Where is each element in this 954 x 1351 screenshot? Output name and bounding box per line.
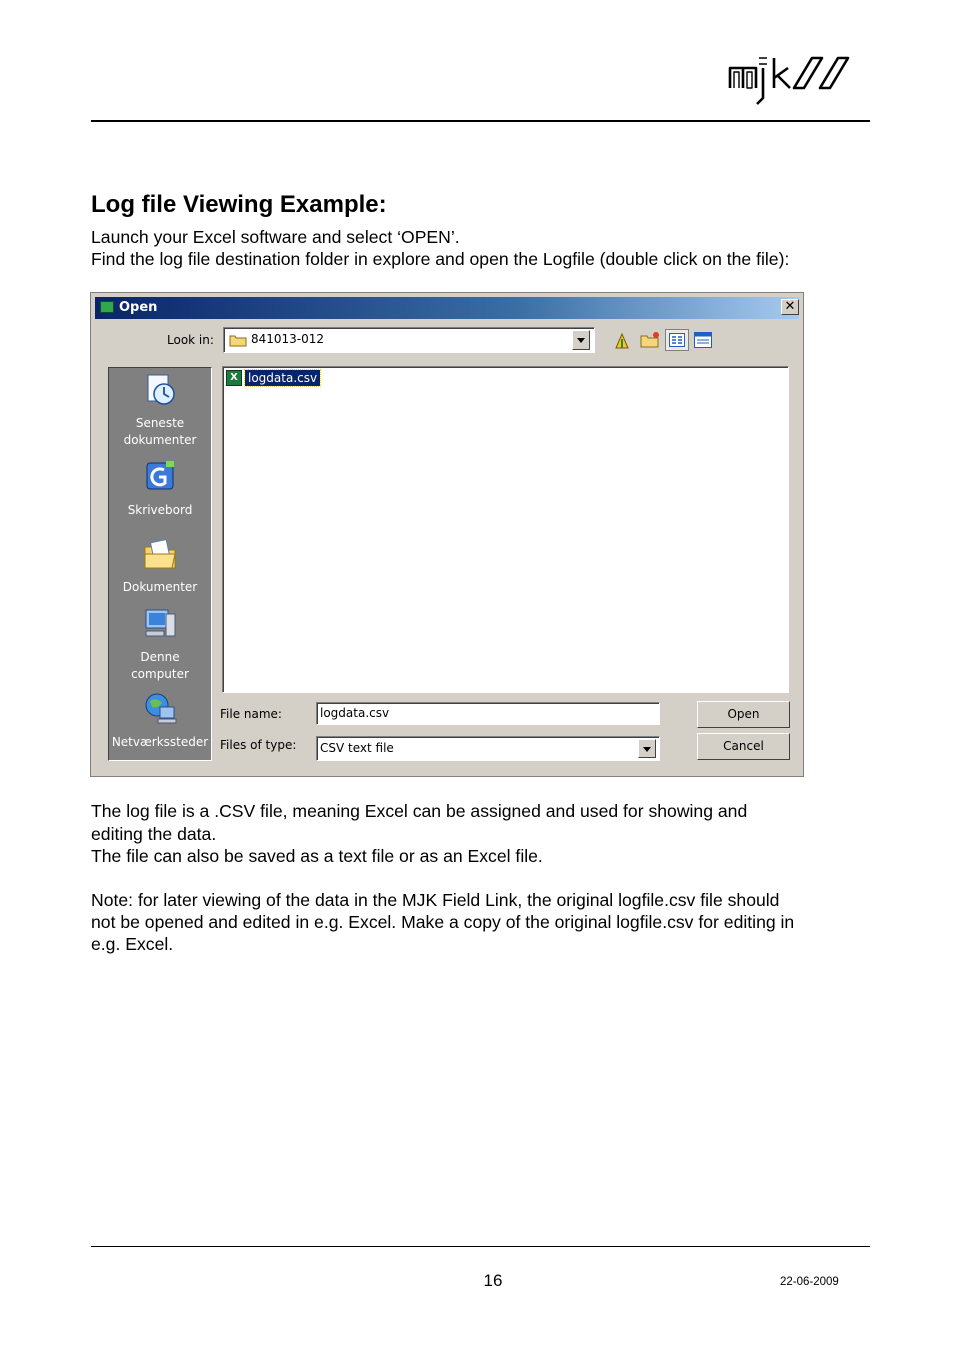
cancel-button[interactable]: Cancel bbox=[697, 733, 790, 760]
page-number: 16 bbox=[483, 1271, 503, 1290]
place-label: Netværkssteder bbox=[111, 735, 209, 749]
chevron-down-icon bbox=[577, 338, 585, 343]
look-in-dropdown-button[interactable] bbox=[572, 330, 590, 350]
file-name-label: File name: bbox=[220, 707, 282, 721]
desktop-icon bbox=[142, 459, 178, 495]
chevron-down-icon bbox=[643, 747, 651, 752]
place-documents[interactable] bbox=[109, 536, 211, 596]
look-in-value: 841013-012 bbox=[251, 332, 325, 346]
views-button[interactable] bbox=[665, 329, 689, 351]
place-label: Dokumenter bbox=[122, 580, 198, 594]
new-folder-icon[interactable] bbox=[639, 330, 661, 350]
network-places-icon bbox=[142, 691, 178, 727]
dialog-title: Open bbox=[119, 300, 158, 315]
file-item-name: logdata.csv bbox=[245, 370, 320, 386]
close-button[interactable]: ✕ bbox=[781, 299, 799, 315]
body-line-2: editing the data. bbox=[91, 824, 217, 844]
folder-icon bbox=[229, 333, 247, 347]
excel-csv-icon: X bbox=[226, 370, 242, 386]
footer-date: 22-06-2009 bbox=[780, 1276, 839, 1288]
mjk-logo bbox=[726, 54, 860, 108]
recent-documents-icon bbox=[142, 372, 178, 408]
note-line-1: Note: for later viewing of the data in the MJK Field Link, the original logfile.csv file should bbox=[91, 890, 780, 910]
file-type-dropdown-button[interactable] bbox=[638, 739, 656, 758]
file-type-combo[interactable] bbox=[316, 736, 660, 761]
place-my-computer[interactable] bbox=[109, 606, 211, 683]
list-view-icon bbox=[669, 333, 685, 347]
place-network[interactable] bbox=[109, 691, 211, 751]
footer-rule bbox=[91, 1246, 870, 1247]
intro-line-2: Find the log file destination folder in explore and open the Logfile (double click on the file): bbox=[91, 249, 790, 269]
place-label: Denne computer bbox=[131, 650, 189, 681]
section-heading: Log file Viewing Example: bbox=[91, 191, 387, 218]
computer-icon bbox=[142, 606, 178, 642]
place-label: Skrivebord bbox=[127, 503, 193, 517]
file-type-label: Files of type: bbox=[220, 738, 297, 752]
file-name-value: logdata.csv bbox=[320, 706, 390, 720]
places-bar bbox=[108, 367, 212, 761]
intro-line-1: Launch your Excel software and select ‘OPEN’. bbox=[91, 227, 460, 247]
tools-icon[interactable] bbox=[694, 332, 712, 348]
excel-app-icon bbox=[100, 301, 114, 313]
look-in-label: Look in: bbox=[167, 333, 214, 347]
body-line-1: The log file is a .CSV file, meaning Excel can be assigned and used for showing and bbox=[91, 801, 748, 821]
note-line-2: not be opened and edited in e.g. Excel. Make a copy of the original logfile.csv for editing in bbox=[91, 912, 795, 932]
file-name-input[interactable] bbox=[316, 702, 660, 725]
look-in-combo[interactable] bbox=[223, 327, 595, 353]
place-recent-documents[interactable] bbox=[109, 372, 211, 449]
open-button[interactable]: Open bbox=[697, 701, 790, 728]
header-rule bbox=[91, 120, 870, 122]
back-arrow-icon[interactable] bbox=[612, 330, 632, 350]
open-dialog bbox=[90, 292, 804, 777]
note-line-3: e.g. Excel. bbox=[91, 934, 174, 954]
body-line-3: The file can also be saved as a text file or as an Excel file. bbox=[91, 846, 543, 866]
file-type-value: CSV text file bbox=[320, 741, 394, 755]
dialog-titlebar bbox=[95, 297, 799, 319]
place-label: Seneste dokumenter bbox=[123, 416, 197, 447]
place-desktop[interactable] bbox=[109, 459, 211, 519]
documents-folder-icon bbox=[142, 536, 178, 572]
file-list[interactable] bbox=[222, 366, 789, 693]
